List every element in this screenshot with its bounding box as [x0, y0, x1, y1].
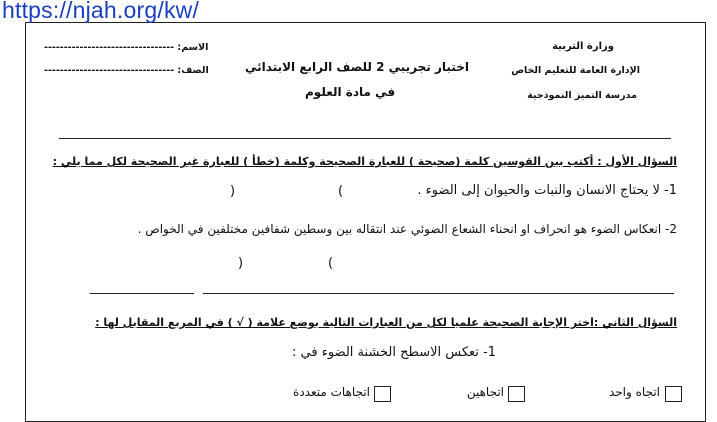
header-divider [59, 138, 671, 139]
score-line-short [90, 293, 194, 294]
option-label: اتجاه واحد [608, 385, 660, 399]
option-checkbox[interactable] [665, 386, 682, 402]
score-line-long [203, 293, 674, 294]
option-label: اتجاهات متعددة [293, 385, 370, 399]
ministry-label: وزارة التربية [552, 41, 614, 52]
exam-title: اختبار تجريبي 2 للصف الرابع الابتدائي [245, 60, 469, 74]
answer-paren-close: ) [230, 184, 236, 199]
question1-item1: 1- لا يحتاج الانسان والنبات والحيوان إلى الضوء . [417, 183, 677, 198]
watermark-url: https://njah.org/kw/ [2, 0, 200, 23]
department-label: الإدارة العامة للتعليم الخاص [511, 65, 640, 76]
student-name-field: الاسم: --------------------------------- [44, 42, 209, 53]
school-label: مدرسة التميز النموذجية [527, 90, 637, 101]
question1-title: السؤال الأول : أكتب بين القوسين كلمة (صحيحة ) للعبارة الصحيحة وكلمة (خطأ ) للعبارة غير الصحيحة لكل مما يلي : [52, 155, 677, 168]
question2-title: السؤال الثاني :اختر الإجابة الصحيحة علميا لكل من العبارات التالية بوضع علامة ( √ ) في المربع المقابل لها : [95, 316, 677, 329]
question2-item1: 1- تعكس الاسطح الخشنة الضوء في : [292, 345, 496, 360]
subject-title: في مادة العلوم [305, 85, 396, 99]
answer-paren-open: ( [328, 256, 334, 271]
answer-paren-close: ) [238, 256, 244, 271]
answer-paren-open: ( [338, 184, 344, 199]
option-checkbox[interactable] [374, 386, 391, 402]
student-class-field: الصف: --------------------------------- [44, 65, 209, 76]
question1-item2: 2- انعكاس الضوء هو انحراف او انحناء الشعاع الضوئي عند انتقاله بين وسطين شفافين مختلفين في الخواص . [137, 222, 677, 236]
option-checkbox[interactable] [508, 386, 525, 402]
option-label: اتجاهين [466, 385, 504, 399]
